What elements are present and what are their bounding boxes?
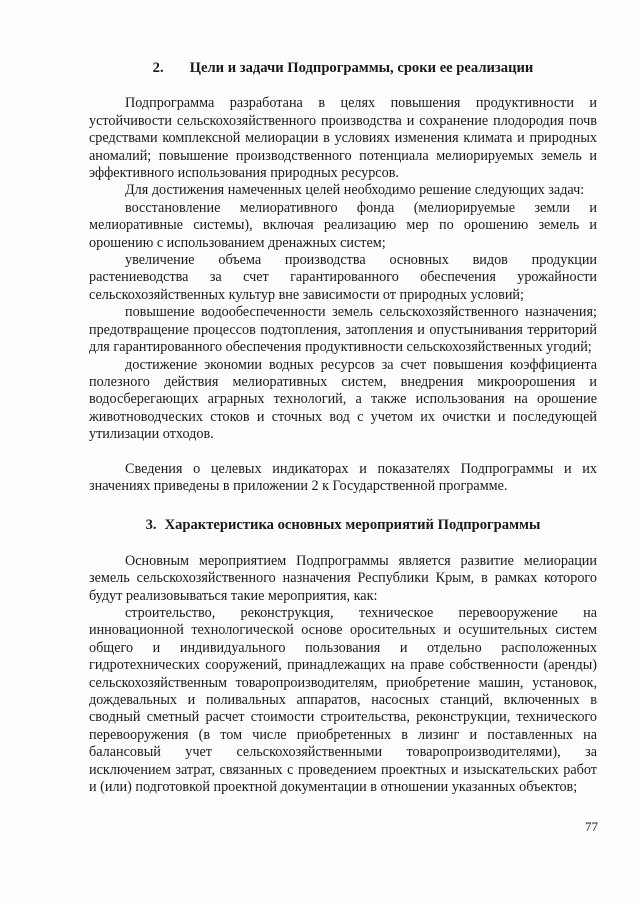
task-list-item: повышение водообеспеченности земель сельскохозяйственного назначения; предотвращение процессов подтопления, затопления и опустынивания территорий для гарантированного обеспечения продуктивности сельскохозяйственных угодий; <box>89 304 597 356</box>
section-2-title: Цели и задачи Подпрограммы, сроки ее реализации <box>189 60 534 76</box>
section-2-number: 2. <box>152 60 164 76</box>
section-3-paragraph: Основным мероприятием Подпрограммы является развитие мелиорации земель сельскохозяйственного назначения Республики Крым, в рамках которого будут реализовываться такие мероприятия, как: <box>89 552 597 604</box>
section-2-paragraph: Сведения о целевых индикаторах и показателях Подпрограммы и их значениях приведены в приложении 2 к Государственной программе. <box>89 460 597 494</box>
page-number: 77 <box>585 819 598 834</box>
section-3-number: 3. <box>145 517 157 534</box>
section-2-heading <box>89 60 597 77</box>
section-3-heading <box>89 517 597 534</box>
section-3-title: Характеристика основных мероприятий Подпрограммы <box>164 517 541 534</box>
section-2-paragraph: Подпрограмма разработана в целях повышения продуктивности и устойчивости сельскохозяйственного производства и сохранение плодородия почв средствами комплексной мелиорации в условиях изменения климата и природных аномалий; повышение производственного потенциала мелиорируемых земель и эффективного использования природных ресурсов. <box>89 95 597 182</box>
page-content <box>89 60 597 796</box>
task-list-item: восстановление мелиоративного фонда (мелиорируемые земли и мелиоративные системы), включая реализацию мер по орошению земель и орошению с использованием дренажных систем; <box>89 199 597 251</box>
task-list-item: достижение экономии водных ресурсов за счет повышения коэффициента полезного действия мелиоративных систем, внедрения микроорошения и водосберегающих аграрных технологий, а также использования на орошение животноводческих стоков и сточных вод с учетом их очистки и последующей утилизации отходов. <box>89 356 597 443</box>
section-3-paragraph: строительство, реконструкция, техническое перевооружение на инновационной технологической основе оросительных и осушительных систем общего и индивидуального пользования и отдельно расположенных гидротехнических сооружений, принадлежащих на праве собственности (аренды) сельскохозяйственным товаропроизводителям, приобретение машин, установок, дождевальных и поливальных аппаратов, насосных станций, включенных в сводный сметный расчет стоимости строительства, реконструкции, технического перевооружения (в том числе приобретенных в лизинг и поставленных на балансовый учет сельскохозяйственными товаропроизводителями), за исключением затрат, связанных с проведением проектных и изыскательских работ и (или) подготовкой проектной документации в отношении указанных объектов; <box>89 604 597 796</box>
section-2-paragraph: Для достижения намеченных целей необходимо решение следующих задач: <box>125 182 585 199</box>
task-list-item: увеличение объема производства основных видов продукции растениеводства за счет гарантированного обеспечения урожайности сельскохозяйственных культур вне зависимости от природных условий; <box>89 252 597 303</box>
